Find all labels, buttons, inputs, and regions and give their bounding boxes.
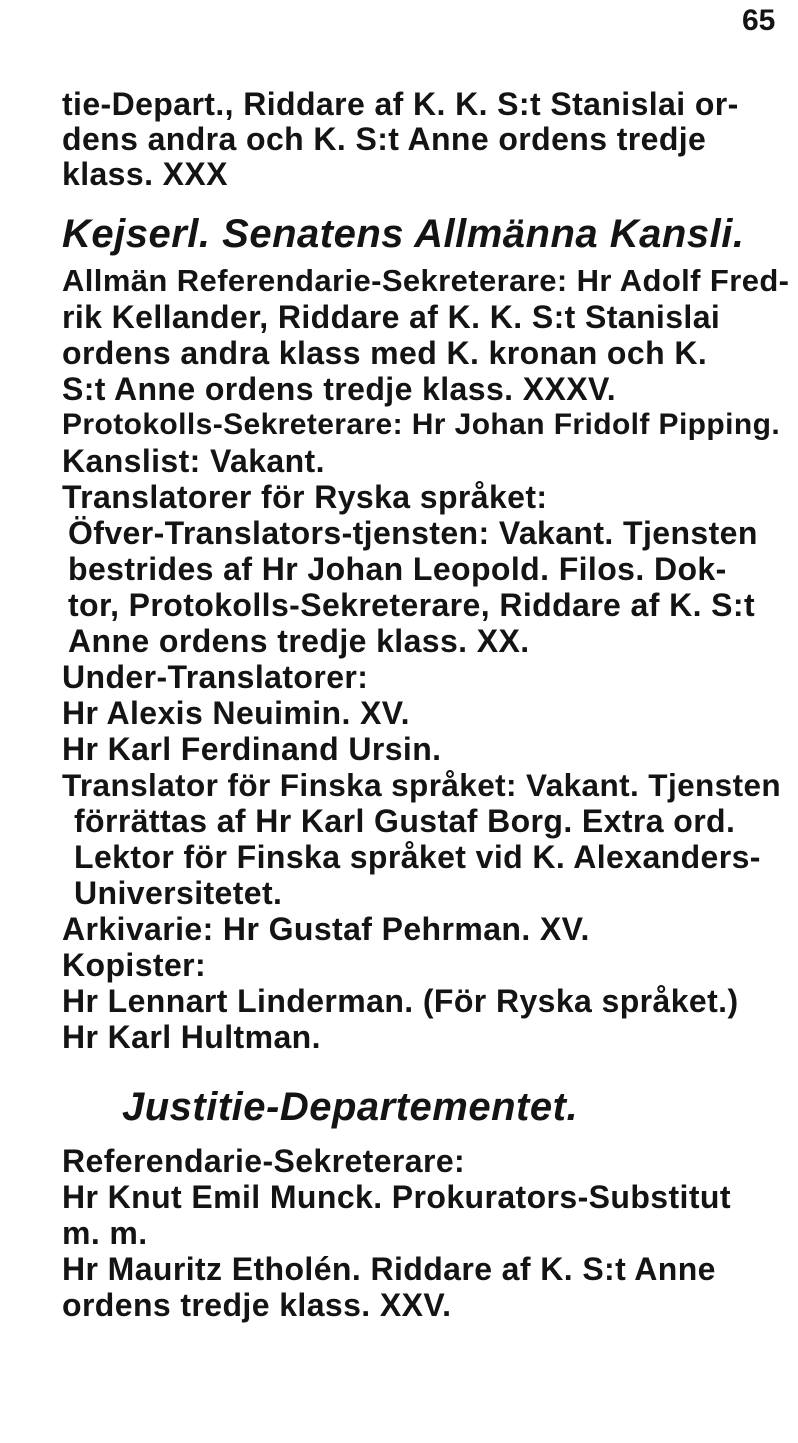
- text-line: Under-Translatorer:: [62, 659, 369, 695]
- text-line: tie-Depart., Riddare af K. K. S:t Stanislai or-: [62, 86, 739, 122]
- text-line: Hr Alexis Neuimin. XV.: [62, 695, 410, 731]
- text-line: Hr Karl Ferdinand Ursin.: [62, 731, 442, 767]
- text-line: Translator för Finska språket: Vakant. Tjensten: [62, 767, 782, 803]
- section-heading-justice-department: Justitie-Departementet.: [122, 1085, 579, 1129]
- text-line: Anne ordens tredje klass. XX.: [68, 623, 530, 659]
- text-line: S:t Anne ordens tredje klass. XXXV.: [62, 371, 617, 407]
- text-line: Protokolls-Sekreterare: Hr Johan Fridolf Pipping.: [62, 408, 781, 441]
- text-line: Arkivarie: Hr Gustaf Pehrman. XV.: [62, 911, 590, 947]
- text-line: Kopister:: [62, 947, 207, 983]
- text-line: Universitetet.: [74, 875, 283, 911]
- text-line: ordens andra klass med K. kronan och K.: [62, 335, 708, 371]
- text-line: dens andra och K. S:t Anne ordens tredje: [62, 121, 707, 157]
- text-line: Hr Knut Emil Munck. Prokurators-Substitut: [62, 1179, 731, 1215]
- text-line: rik Kellander, Riddare af K. K. S:t Stanislai: [62, 299, 721, 335]
- text-line: Kanslist: Vakant.: [62, 443, 325, 479]
- text-line: Hr Karl Hultman.: [62, 1019, 321, 1055]
- text-line: tor, Protokolls-Sekreterare, Riddare af K. S:t: [68, 587, 756, 623]
- text-line: Allmän Referendarie-Sekreterare: Hr Adolf Fred-: [62, 263, 790, 298]
- section-heading-senate-chancery: Kejserl. Senatens Allmänna Kansli.: [62, 212, 745, 256]
- page-number: 65: [742, 4, 776, 37]
- text-line: förrättas af Hr Karl Gustaf Borg. Extra ord.: [74, 803, 736, 839]
- text-line: Hr Mauritz Etholén. Riddare af K. S:t Anne: [62, 1251, 716, 1287]
- text-line: Translatorer för Ryska språket:: [62, 479, 548, 515]
- text-line: m. m.: [62, 1215, 148, 1251]
- text-line: bestrides af Hr Johan Leopold. Filos. Dok-: [68, 551, 727, 587]
- text-line: Lektor för Finska språket vid K. Alexanders-: [74, 839, 761, 875]
- text-line: Referendarie-Sekreterare:: [62, 1143, 466, 1179]
- text-line: Öfver-Translators-tjensten: Vakant. Tjensten: [68, 515, 758, 551]
- text-line: klass. XXX: [62, 156, 228, 192]
- text-line: Hr Lennart Linderman. (För Ryska språket.): [62, 983, 739, 1019]
- text-line: ordens tredje klass. XXV.: [62, 1287, 452, 1323]
